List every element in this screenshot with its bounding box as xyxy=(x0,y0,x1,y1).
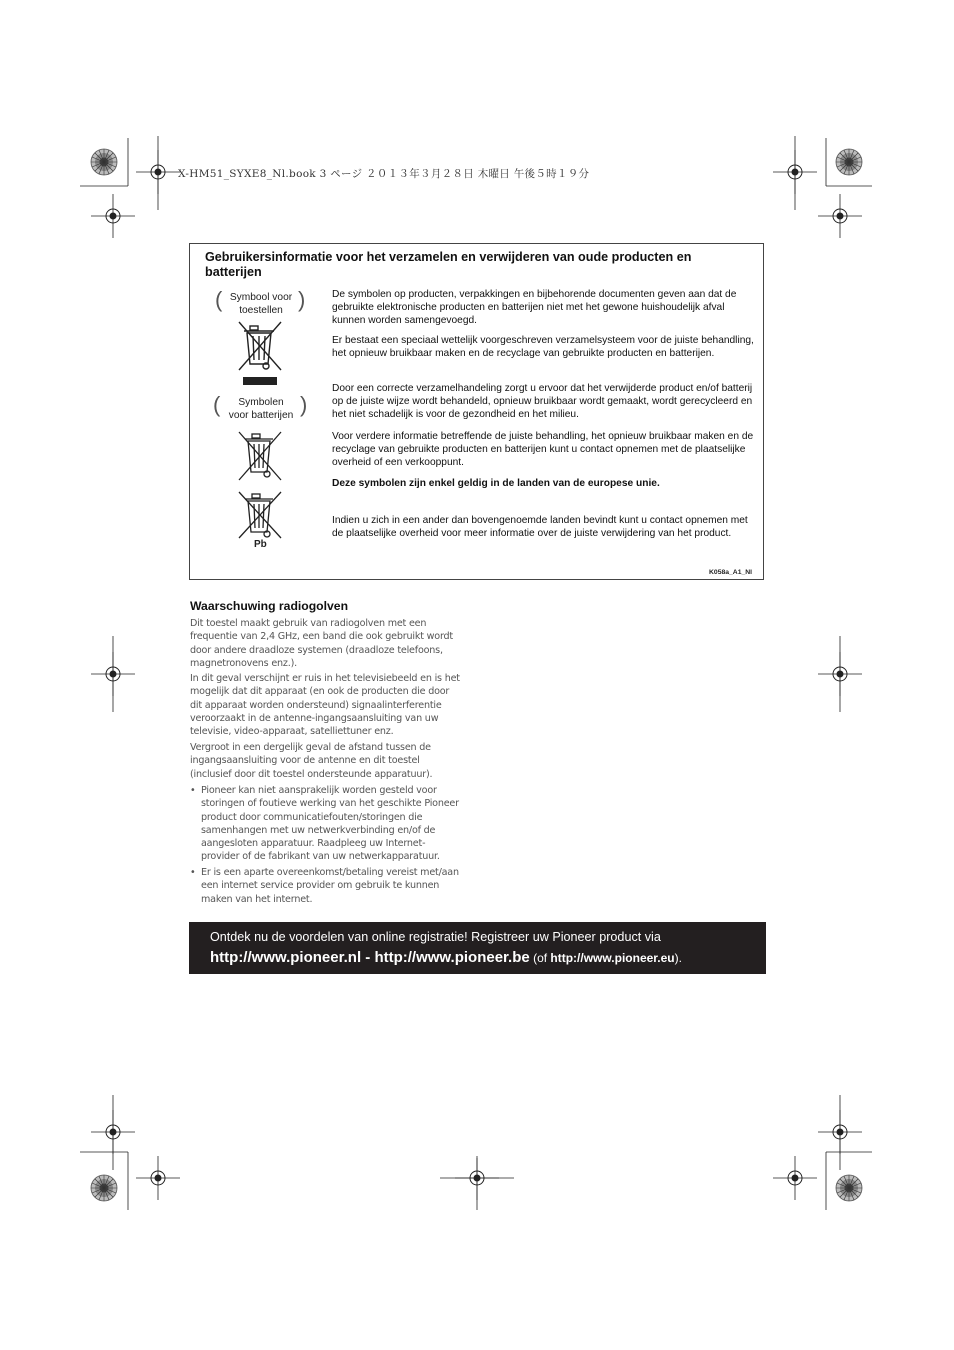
radio-paragraph: Vergroot in een dergelijk geval de afstand tussen de ingangsaansluiting voor de antenne en dit toestel (inclusief door dit toestel ondersteunde apparatuur). xyxy=(190,742,433,780)
registration-banner xyxy=(189,922,766,974)
notice-paragraph: Door een correcte verzamelhandeling zorgt u ervoor dat het verwijderde product en/of batterij op de juiste wijze wordt behandeld, opnieuw bruikbaar wordt gemaakt, wordt gerecycleerd en het niet schadelijk is voor de gezondheid en het milieu. xyxy=(332,383,753,421)
crossed-bin-device-icon xyxy=(236,320,284,388)
radio-bullet-item xyxy=(190,866,462,906)
left-paren: ( xyxy=(215,287,223,312)
notice-paragraph: Indien u zich in een ander dan bovengenoemde landen bevindt kunt u contact opnemen met de plaatselijke overheid voor meer informatie over de juiste verwijdering van het product. xyxy=(332,515,748,540)
bullet-dot: • xyxy=(190,785,196,796)
symbol-devices-label xyxy=(215,287,307,319)
radio-bullet-item xyxy=(190,784,462,864)
left-paren: ( xyxy=(213,392,221,417)
notice-paragraph: Voor verdere informatie betreffende de juiste behandling, het opnieuw bruikbaar maken en de recyclage van gebruikte producten en batterijen kunt u contact opnemen met de plaatselijke overheid of een verkooppunt. xyxy=(332,431,754,469)
banner-urls xyxy=(210,949,682,967)
url-of-text: (of xyxy=(529,951,551,965)
url-close-text: ). xyxy=(674,951,682,965)
right-paren: ) xyxy=(300,392,308,417)
crossed-bin-battery-icon xyxy=(236,430,284,484)
banner-headline: Ontdek nu de voordelen van online registratie! Registreer uw Pioneer product via xyxy=(210,930,661,944)
radio-paragraph: In dit geval verschijnt er ruis in het televisiebeeld en is het mogelijk dat dit apparaat (en ook de producten die door dit apparaat worden ondersteund) signaalinterferentie veroorzaakt in de antenne-ingangsaansluiting van uw televisie, video-apparaat, satelliettuner enz. xyxy=(190,673,460,738)
symbol-batteries-label-line1: Symbolen xyxy=(238,397,284,408)
right-paren: ) xyxy=(298,287,306,312)
notice-paragraph: Er bestaat een speciaal wettelijk voorgeschreven verzamelsysteem voor de juiste behandling, het opnieuw bruikbaar maken en de recyclage van gebruikte producten en batterijen. xyxy=(332,335,754,360)
url-nl-link[interactable]: http://www.pioneer.nl xyxy=(210,949,362,966)
reference-code: K058a_A1_Nl xyxy=(709,569,753,576)
bullet-dot: • xyxy=(190,867,196,878)
notice-eu-note: Deze symbolen zijn enkel geldig in de landen van de europese unie. xyxy=(332,478,660,489)
crossed-bin-battery-pb-icon xyxy=(236,490,284,540)
url-eu-link[interactable]: http://www.pioneer.eu xyxy=(550,951,675,965)
symbol-devices-label-line2: toestellen xyxy=(239,305,283,316)
url-separator: - xyxy=(361,949,375,966)
radio-paragraph: Dit toestel maakt gebruik van radiogolven met een frequentie van 2,4 GHz, een band die ook gebruikt wordt door andere draadloze systemen (draadloze telefoons, magnetronovens enz.). xyxy=(190,618,453,669)
symbol-batteries-label xyxy=(213,392,309,424)
symbol-devices-label-line1: Symbool voor xyxy=(229,292,293,303)
pb-label: Pb xyxy=(254,539,267,550)
notice-title: Gebruikersinformatie voor het verzamelen en verwijderen van oude producten en batterijen xyxy=(205,250,692,279)
radio-warning-heading: Waarschuwing radiogolven xyxy=(190,599,349,613)
bullet-text: Pioneer kan niet aansprakelijk worden gesteld voor storingen of foutieve werking van het geschikte Pioneer product door communicatiefouten/storingen die samenhangen met uw netwerkverbinding en/of de aangesloten apparatuur. Raadpleeg uw Internet-provider of de fabrikant van uw netwerkapparatuur. xyxy=(201,785,459,863)
symbol-batteries-label-line2: voor batterijen xyxy=(228,410,294,421)
print-header: X-HM51_SYXE8_Nl.book 3 ページ ２０１３年３月２８日 木曜日 午後５時１９分 xyxy=(178,168,590,180)
bullet-text: Er is een aparte overeenkomst/betaling vereist met/aan een internet service provider om gebruik te kunnen maken van het internet. xyxy=(201,867,459,905)
notice-paragraph: De symbolen op producten, verpakkingen en bijbehorende documenten geven aan dat de gebruikte elektronische producten en batterijen niet met het gewone huishoudelijk afval kunnen worden samengevoegd. xyxy=(332,289,737,327)
url-be-link[interactable]: http://www.pioneer.be xyxy=(374,949,530,966)
